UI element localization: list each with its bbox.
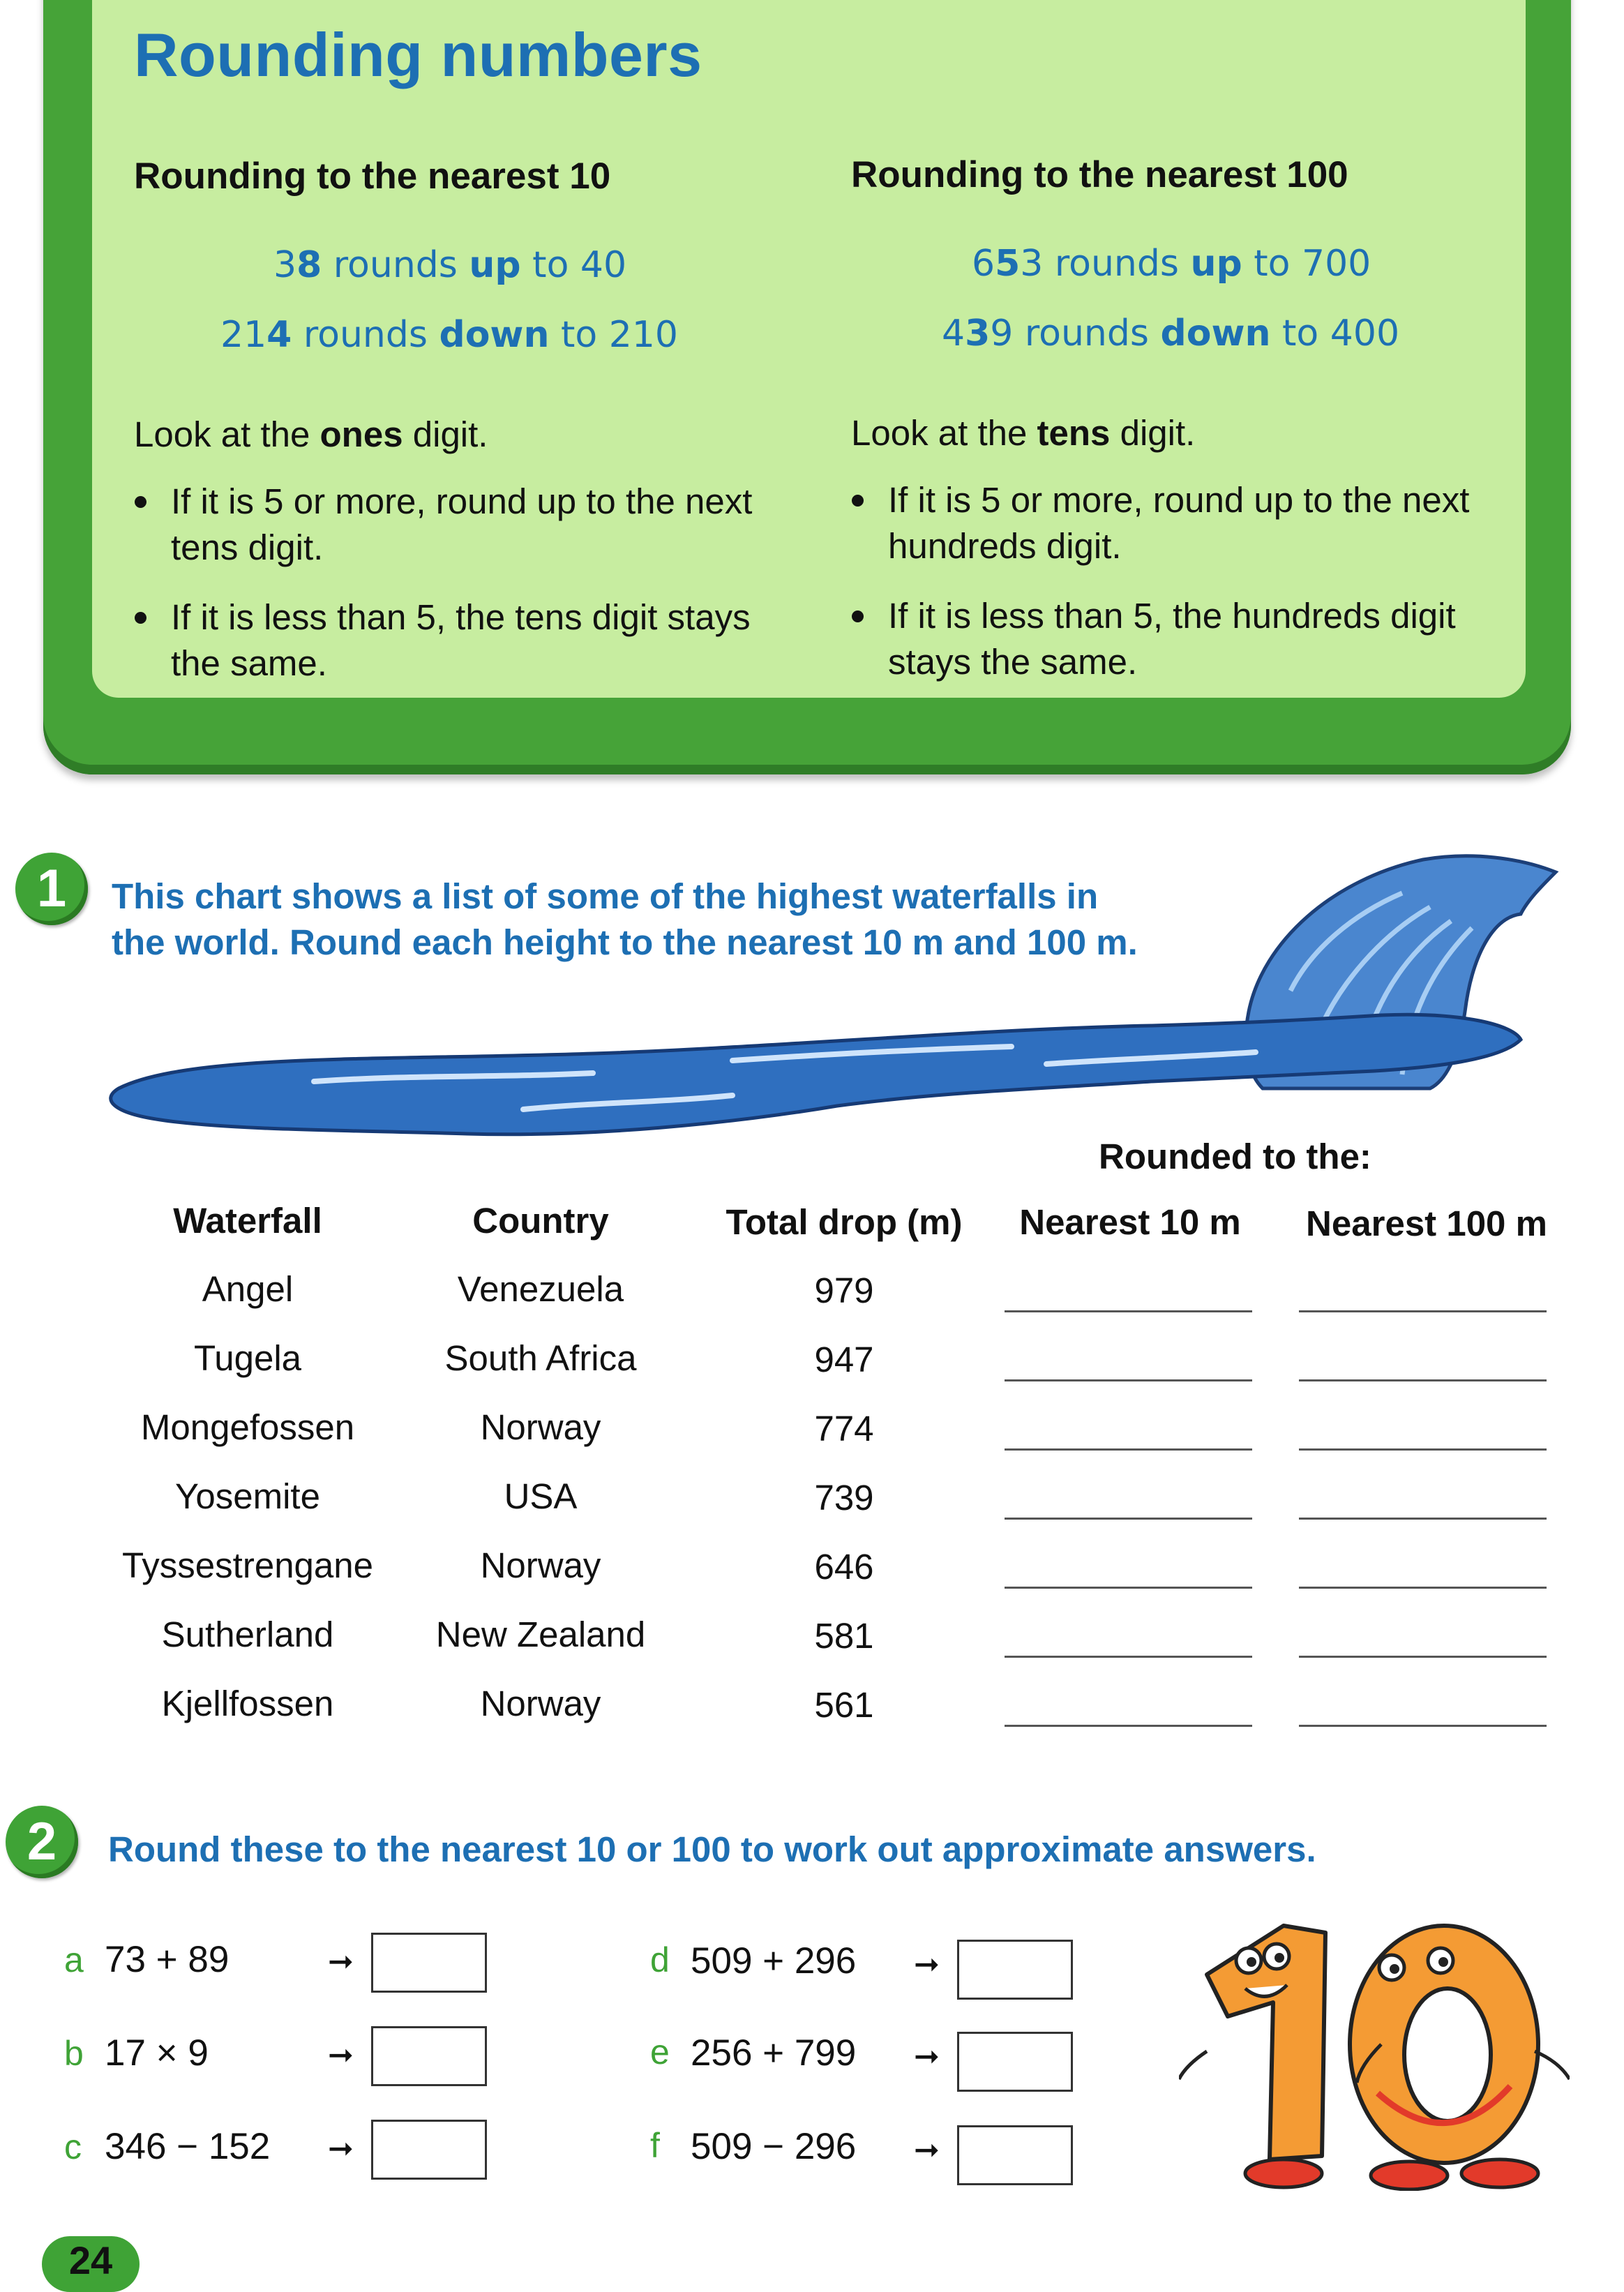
cell-country: New Zealand	[435, 1615, 646, 1654]
answer-line-nearest-10[interactable]	[1005, 1656, 1252, 1658]
arrow-icon: ➞	[328, 2038, 354, 2072]
left-look-text: Look at the ones digit.	[134, 414, 488, 454]
table-row	[0, 1407, 1624, 1476]
cell-drop: 739	[814, 1478, 874, 1518]
cell-drop: 947	[814, 1340, 874, 1379]
cell-country: Norway	[480, 1545, 601, 1585]
question-1-badge: 1	[15, 853, 88, 925]
answer-line-nearest-10[interactable]	[1005, 1379, 1252, 1381]
answer-line-nearest-10[interactable]	[1005, 1448, 1252, 1451]
arrow-icon: ➞	[328, 2132, 354, 2166]
right-example-2: 439 rounds down to 400	[942, 313, 1400, 354]
answer-line-nearest-100[interactable]	[1299, 1518, 1547, 1520]
list-item	[628, 2032, 1158, 2102]
answer-line-nearest-10[interactable]	[1005, 1725, 1252, 1727]
table-header-total-drop: Total drop (m)	[725, 1202, 963, 1242]
cell-country: South Africa	[444, 1338, 637, 1378]
question-1-text: This chart shows a list of some of the highest waterfalls in the world. Round each height to the nearest 10 m and 100 m.	[112, 876, 1138, 962]
cell-waterfall: Sutherland	[161, 1615, 334, 1654]
answer-line-nearest-10[interactable]	[1005, 1518, 1252, 1520]
table-header-waterfall: Waterfall	[173, 1201, 322, 1241]
item-expression: 73 + 89	[105, 1939, 230, 1980]
cell-country: Venezuela	[457, 1269, 624, 1309]
table-row	[0, 1545, 1624, 1615]
rounded-to-label: Rounded to the:	[1099, 1137, 1371, 1176]
list-item	[0, 2120, 530, 2189]
item-expression: 509 + 296	[691, 1940, 857, 1982]
item-expression: 17 × 9	[105, 2032, 209, 2074]
table-row	[0, 1338, 1624, 1407]
cell-waterfall: Angel	[202, 1269, 294, 1309]
left-column-heading: Rounding to the nearest 10	[134, 156, 611, 197]
item-expression: 256 + 799	[691, 2032, 857, 2074]
table-row	[0, 1268, 1624, 1338]
answer-box[interactable]	[957, 1940, 1073, 2000]
left-bullet-1: If it is 5 or more, round up to the next tens digit.	[171, 479, 764, 571]
list-item	[0, 1933, 530, 2002]
answer-line-nearest-100[interactable]	[1299, 1448, 1547, 1451]
item-letter: d	[650, 1940, 670, 1979]
answer-box[interactable]	[371, 2026, 487, 2086]
list-item	[628, 2125, 1158, 2195]
item-expression: 509 − 296	[691, 2126, 857, 2167]
page-number: 24	[42, 2236, 140, 2292]
question-2-text: Round these to the nearest 10 or 100 to work out approximate answers.	[108, 1829, 1316, 1869]
waterfall-illustration	[105, 851, 1570, 1151]
answer-line-nearest-100[interactable]	[1299, 1587, 1547, 1589]
item-letter: f	[650, 2126, 660, 2165]
arrow-icon: ➞	[914, 1947, 940, 1982]
cell-drop: 979	[814, 1271, 874, 1310]
right-look-text: Look at the tens digit.	[851, 413, 1196, 453]
arrow-icon: ➞	[328, 1945, 354, 1979]
item-letter: b	[64, 2034, 84, 2073]
cell-waterfall: Kjellfossen	[161, 1684, 334, 1723]
cell-waterfall: Tyssestrengane	[121, 1545, 374, 1585]
right-bullet-2: If it is less than 5, the hundreds digit stays the same.	[888, 593, 1488, 685]
table-row	[0, 1683, 1624, 1753]
arrow-icon: ➞	[914, 2133, 940, 2167]
cell-waterfall: Mongefossen	[140, 1407, 355, 1447]
answer-line-nearest-100[interactable]	[1299, 1379, 1547, 1381]
table-header-nearest-10: Nearest 10 m	[1019, 1202, 1241, 1242]
item-letter: a	[64, 1940, 84, 1979]
cell-country: Norway	[480, 1407, 601, 1447]
cell-country: USA	[504, 1476, 578, 1516]
table-header-country: Country	[472, 1201, 609, 1241]
left-example-2: 214 rounds down to 210	[220, 314, 679, 356]
answer-line-nearest-10[interactable]	[1005, 1310, 1252, 1312]
item-letter: e	[650, 2032, 670, 2072]
answer-line-nearest-10[interactable]	[1005, 1587, 1252, 1589]
table-row	[0, 1614, 1624, 1684]
arrow-icon: ➞	[914, 2039, 940, 2074]
number-ten-mascot	[1179, 1912, 1570, 2191]
answer-box[interactable]	[957, 2032, 1073, 2092]
page-title: Rounding numbers	[134, 20, 702, 89]
question-2-badge: 2	[6, 1806, 78, 1878]
right-example-1: 653 rounds up to 700	[972, 243, 1371, 285]
answer-line-nearest-100[interactable]	[1299, 1310, 1547, 1312]
answer-line-nearest-100[interactable]	[1299, 1656, 1547, 1658]
item-letter: c	[64, 2127, 82, 2166]
table-header-nearest-100: Nearest 100 m	[1306, 1204, 1547, 1243]
answer-box[interactable]	[371, 2120, 487, 2180]
cell-drop: 646	[814, 1547, 874, 1587]
cell-drop: 581	[814, 1616, 874, 1656]
item-expression: 346 − 152	[105, 2126, 271, 2167]
cell-country: Norway	[480, 1684, 601, 1723]
left-bullet-2: If it is less than 5, the tens digit stays the same.	[171, 594, 764, 687]
answer-line-nearest-100[interactable]	[1299, 1725, 1547, 1727]
answer-box[interactable]	[957, 2125, 1073, 2185]
right-bullet-1: If it is 5 or more, round up to the next hundreds digit.	[888, 477, 1488, 569]
answer-box[interactable]	[371, 1933, 487, 1993]
cell-waterfall: Tugela	[193, 1338, 302, 1378]
list-item	[628, 1940, 1158, 2009]
cell-drop: 774	[814, 1409, 874, 1448]
right-column-heading: Rounding to the nearest 100	[851, 154, 1348, 195]
list-item	[0, 2026, 530, 2096]
left-example-1: 38 rounds up to 40	[273, 244, 627, 286]
cell-waterfall: Yosemite	[175, 1476, 320, 1516]
table-row	[0, 1476, 1624, 1545]
cell-drop: 561	[814, 1685, 874, 1725]
